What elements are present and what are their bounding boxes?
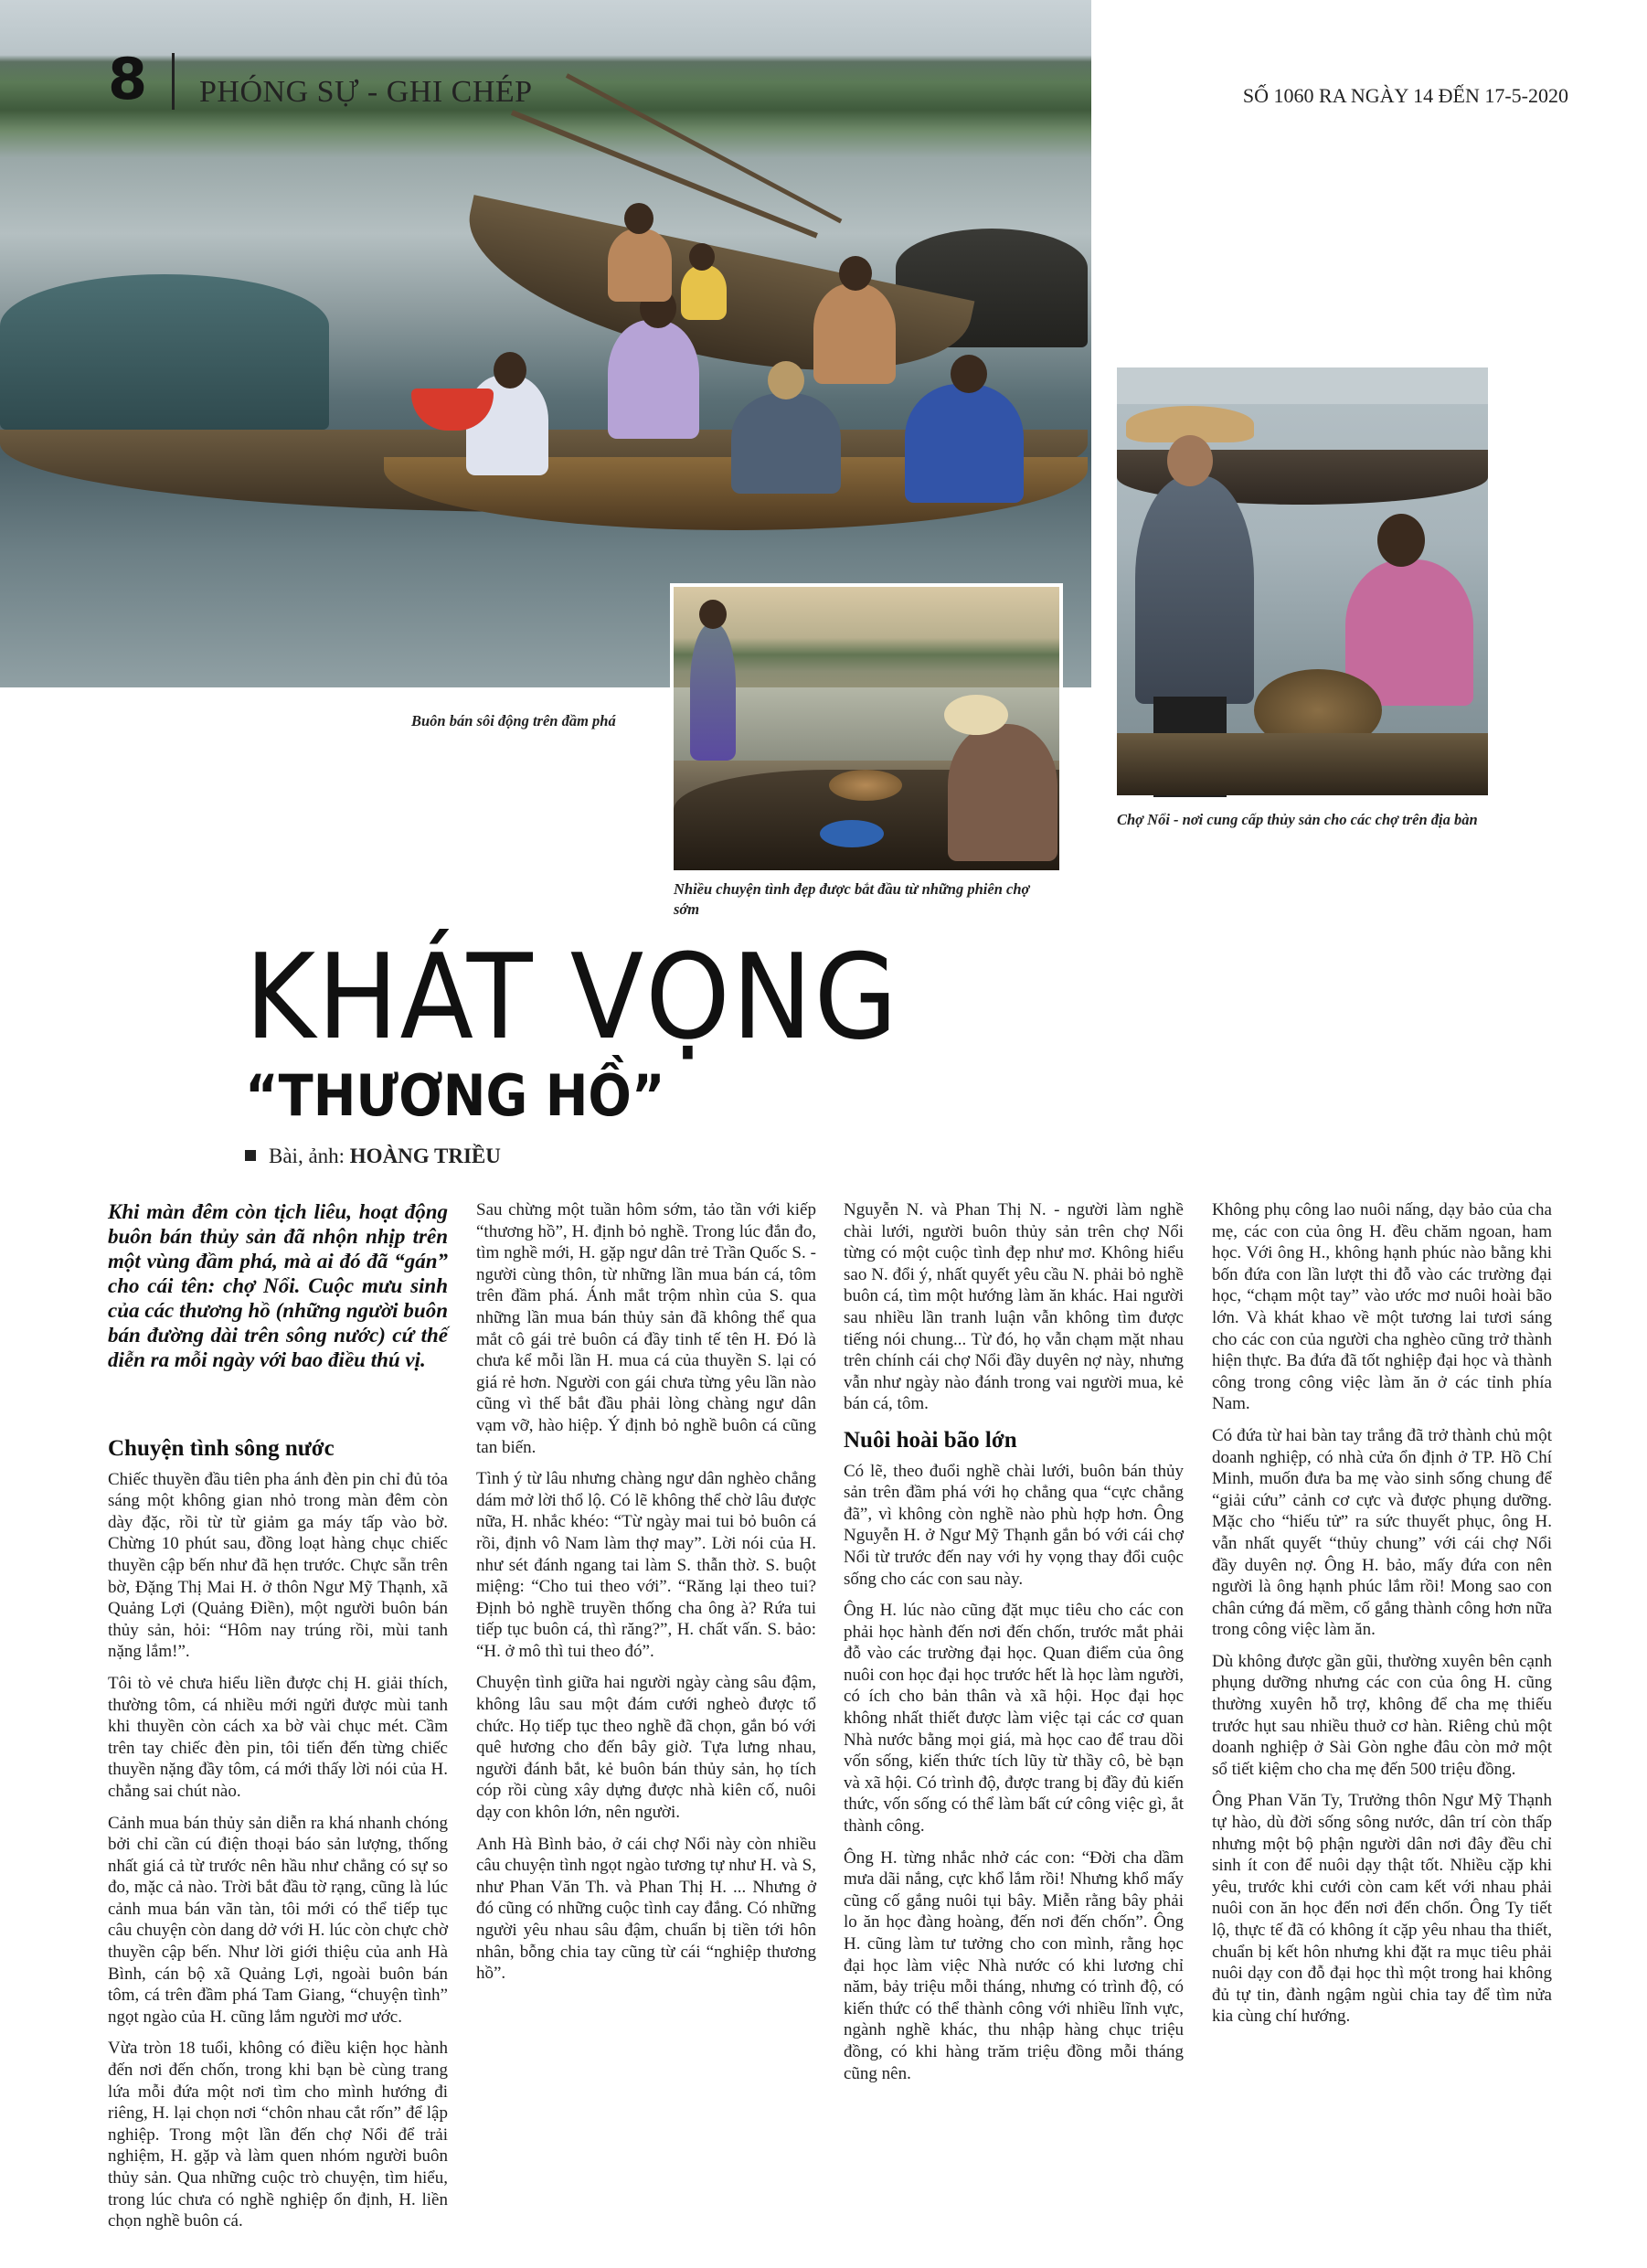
woman-with-hat [1135,475,1254,704]
paragraph: Ông H. lúc nào cũng đặt mục tiêu cho các con phải học hành đến nơi đến chốn, trước mắt phải đỗ vào các trường đại học. Quan điểm của ông nuôi con học đại học trước hết là học làm người, có ích cho bản thân và xã hội. Học đại học không nhất thiết được làm việc tại các cơ quan Nhà nước bằng mọi giá, mà học cao để trau dồi vốn sống, kiến thức tích lũy từ thầy cô, bè bạn và xã hội. Có trình độ, được trang bị đầy đủ kiến thức, vốn sống có thể làm bất cứ công việc gì, ắt thành công. [844,1601,1184,1837]
person-head [689,243,715,271]
paragraph: Cảnh mua bán thủy sản diễn ra khá nhanh chóng bởi chỉ cần cú điện thoại báo sản lượng, thống nhất giá cả từ trước nên hầu như chẳng có sự so đo, mặc cả nào. Trời bắt đầu tờ rạng, cũng là lúc cảnh mua bán vãn tàn, tôi mới có thể tiếp tục câu chuyện còn dang dở với H. lúc còn chực chờ thuyền cập bến. Như lời giới thiệu của anh Hà Bình, cán bộ xã Quảng Lợi, ngoài buôn bán tôm, cá trên đầm phá Tam Giang, “chuyện tình” ngọt ngào của H. cũng lắm người mơ ước. [108,1813,448,2027]
paragraph: Chuyện tình giữa hai người ngày càng sâu đậm, không lâu sau một đám cưới ngheò được tổ chức. Họ tiếp tục theo nghề đã chọn, gắn bó với quê hương cho đến bây giờ. Tựa lưng nhau, người đánh bắt, kẻ buôn bán thủy sản, họ tích cóp rồi cùng xây dựng được nhà kiên cố, nuôi dạy con khôn lớn, nên người. [476,1673,816,1823]
paragraph: Không phụ công lao nuôi nấng, dạy bảo của cha mẹ, các con của ông H. đều chăm ngoan, ham học. Với ông H., không hạnh phúc nào bằng khi bốn đứa con lần lượt thi đỗ vào các trường đại học, “chạm một tay” vào ước mơ nuôi hoài bão lớn. Và khát khao về một tương lai tươi sáng cho các con của người cha nghèo cũng trở thành hiện thực. Ba đứa đã tốt nghiệp đại học và thành công trong công việc làm ăn ở các tỉnh phía Nam. [1212,1200,1552,1414]
column-1 [108,1199,448,2231]
section-title: PHÓNG SỰ - GHI CHÉP [199,75,533,109]
person [905,384,1024,503]
middle-photo-early-market [670,583,1063,873]
byline-author: HOÀNG TRIỀU [349,1145,501,1167]
person [608,229,672,302]
boat-hut [0,274,329,430]
column-2 [476,1199,816,1984]
person-head [951,355,987,393]
column-3 [844,1199,1184,2083]
right-photo-market-women [1117,367,1488,795]
byline [245,1145,501,1168]
bullet-square [245,1150,256,1161]
paragraph: Ông H. từng nhắc nhở các con: “Đời cha dầm mưa dãi nắng, cực khổ lắm rồi! Nhưng khổ mấy cũng cố gắng nuôi tụi bây. Miễn rằng bây phải lo ăn học đàng hoàng, đến nơi đến chốn”. Ông H. cũng làm tư tưởng cho con mình, rằng học đại học làm việc Nhà nước có khi lương chỉ năm, bảy triệu mỗi tháng, nhưng có trình độ, có kiến thức có thể thành công với nhiều lĩnh vực, ngành nghề khác, thu nhập hàng chục triệu đồng, có khi hàng trăm triệu đồng mỗi tháng cũng nên. [844,1847,1184,2083]
person [608,320,699,439]
man-standing [690,623,736,761]
sky [1117,367,1488,404]
person-head [839,256,872,291]
paragraph: Tình ý từ lâu nhưng chàng ngư dân nghèo chẳng dám mở lời thổ lộ. Có lẽ không thể chờ lâu được nữa, H. nhắc khéo: “Từ ngày mai tui bỏ buôn cá rồi, định vô Nam làm thợ may”. Lời nói của H. như sét đánh ngang tai làm S. thẫn thờ. S. buột miệng: “Cho tui theo với”. “Răng lại theo tui? Định bỏ nghề truyền thống cha ông à? Rứa tui tiếp tục buôn cá, thì răng?”, H. chất vấn. S. bảo: “H. ở mô thì tui theo đó”. [476,1469,816,1661]
paragraph: Anh Hà Bình bảo, ở cái chợ Nổi này còn nhiều câu chuyện tình ngọt ngào tương tự như H. và S, như Phan Văn Th. và Phan Thị H. ... Nhưng ở đó cũng có những cuộc tình cay đắng. Có những người yêu nhau sâu đậm, chuẩn bị tiền tới hôn nhân, bỗng chia tay cũng từ cái “nghiệp thương hồ”. [476,1834,816,1984]
person-head [699,600,727,629]
person-head [1167,435,1213,486]
boat-hull [1117,733,1488,795]
byline-label: Bài, ảnh: [269,1145,345,1167]
person-head [768,361,804,399]
head-scarf [944,695,1008,735]
issue-date: SỐ 1060 RA NGÀY 14 ĐẾN 17-5-2020 [1242,84,1568,107]
paragraph: Ông Phan Văn Ty, Trưởng thôn Ngư Mỹ Thạnh tự hào, dù đời sống sông nước, dân trí còn thấp nhưng một bộ phận người dân nơi đây đều chỉ sinh ít con để nuôi dạy thật tốt. Nhiều cặp khi yêu, trước khi cưới còn cam kết với nhau phải nuôi con ăn học đến nơi đến chốn. Ông Ty tiết lộ, thực tế đã có không ít cặp yêu nhau tha thiết, chuẩn bị kết hôn nhưng khi đặt ra mục tiêu phải nuôi dạy con đỗ đại học thì một trong hai không đủ tự tin, đành ngậm ngùi chia tay để tìm nửa kia cùng chí hướng. [1212,1791,1552,2027]
header-divider [172,53,175,110]
caption-right-photo: Chợ Nổi - nơi cung cấp thủy sản cho các chợ trên địa bàn [1117,811,1478,828]
paragraph: Vừa tròn 18 tuổi, không có điều kiện học hành đến nơi đến chốn, trong khi bạn bè cùng trang lứa mỗi đứa một nơi tìm cho mình hướng đi riêng, H. lại chọn nơi “chôn nhau cắt rốn” để lập nghiệp. Trong một lần đến chợ Nổi để trải nghiệm, H. gặp và làm quen nhóm người buôn thủy sản. Qua những cuộc trò chuyện, tìm hiểu, trong lúc chưa có nghề nghiệp ổn định, H. liền chọn nghề buôn cá. [108,2039,448,2231]
page-number: 8 [108,46,148,112]
paragraph: Chiếc thuyền đầu tiên pha ánh đèn pin chỉ đủ tỏa sáng một không gian nhỏ trong màn đêm còn dày đặc, rồi từ từ giảm ga máy tấp vào bờ. Chừng 10 phút sau, đồng loạt hàng chục chiếc thuyền cập bến như đã hẹn trước. Chực sẵn trên bờ, Đặng Thị Mai H. ở thôn Ngư Mỹ Thạnh, xã Quảng Lợi (Quảng Điền), một người buôn bán thủy sản, hỏi: “Hôm nay trúng rồi, mùi tanh nặng lắm!”. [108,1469,448,1662]
paragraph: Nguyễn N. và Phan Thị N. - người làm nghề chài lưới, người buôn thủy sản trên chợ Nổi từng có một cuộc tình đẹp như mơ. Không hiểu sao N. đổi ý, nhất quyết yêu cầu N. phải bỏ nghề buôn cá, tìm một hướng làm ăn khác. Hai người sau nhiều lần tranh luận vẫn không tìm được tiếng nói chung... Từ đó, họ vẫn chạm mặt nhau trên chính cái chợ Nổi đầy duyên nợ này, nhưng vẫn như ngày nào đánh trong vai người mua, kẻ bán cá, tôm. [844,1200,1184,1414]
paragraph: Có đứa từ hai bàn tay trắng đã trở thành chủ một doanh nghiệp, có nhà cửa ổn định ở TP. Hồ Chí Minh, muốn đưa ba mẹ vào sinh sống chung để “giải cứu” cảnh cơ cực và được phụng dưỡng. Mặc cho “hiếu tử” ra sức thuyết phục, ông H. vẫn nhất quyết “thủy chung” với cái chợ Nổi đầy duyên nợ. Ông H. bảo, mấy đứa con nên người là ông hạnh phúc lắm rồi! Mong sao con chân cứng đá mềm, cố gắng thành công hơn nữa trong công việc làm ăn. [1212,1425,1552,1640]
article-title: KHÁT VỌNG [245,930,899,1066]
paragraph: Sau chừng một tuần hôm sớm, tảo tần với kiếp “thương hồ”, H. định bỏ nghề. Trong lúc đắn đo, tìm nghề mới, H. gặp ngư dân trẻ Trần Quốc S. - người cùng thôn, từ những lần mua bán cá, tôm trên đầm phá. Ánh mắt trộm nhìn của S. qua những lần mua bán thủy sản đã không thể qua mắt cô gái trẻ buôn cá đầy tinh tế tên H. Đó là chưa kể mỗi lần H. mua cá của thuyền S. lại có giá rẻ hơn. Người con gái chưa từng yêu lần nào cũng vì thế bắt đầu phải lòng chàng ngư dân vạm vỡ, hào hiệp. Ý định bỏ nghề buôn cá cũng tan biến. [476,1200,816,1457]
paragraph: Tôi tò vẻ chưa hiểu liền được chị H. giải thích, thường tôm, cá nhiều mới ngửi được mùi tanh khi thuyền còn cách xa bờ vài chục mét. Cầm trên tay chiếc đèn pin, tôi tiến đến từng chiếc thuyền nặng đầy tôm, cá mới thấy lời nói của H. chẳng sai chút nào. [108,1673,448,1801]
caption-main-photo: Buôn bán sôi động trên đầm phá [411,712,616,729]
column-4 [1212,1199,1552,2038]
spacer [108,1372,448,1438]
person-head [624,203,653,234]
basket [829,770,902,801]
person [681,265,727,320]
person-head [494,352,526,389]
caption-middle-photo: Nhiều chuyện tình đẹp được bắt đầu từ những phiên chợ sớm [674,880,1030,918]
subheading: Chuyện tình sông nước [108,1436,335,1461]
person-head [1377,514,1425,567]
lead-paragraph: Khi màn đêm còn tịch liêu, hoạt động buôn bán thủy sản đã nhộn nhịp trên một vùng đầm phá, mà ai đó đã “gán” cho cái tên: chợ Nổi. Cuộc mưu sinh của các thương hồ (những người buôn bán đường dài trên sông nước) cứ thế diễn ra mỗi ngày với bao điều thú vị. [108,1200,448,1371]
person [731,393,841,494]
seated-woman [948,724,1057,861]
paragraph: Có lẽ, theo đuổi nghề chài lưới, buôn bán thủy sản trên đầm phá với họ chẳng qua “cực chẳng đã”, vì không còn nghề nào phù hợp hơn. Ông Nguyễn H. ở Ngư Mỹ Thạnh gắn bó với cái chợ Nổi từ trước đến nay với hy vọng thay đổi cuộc sống cho các con sau này. [844,1461,1184,1589]
person [813,283,896,384]
blue-bowl [820,820,884,847]
subheading: Nuôi hoài bão lớn [844,1427,1017,1453]
paragraph: Dù không được gần gũi, thường xuyên bên cạnh phụng dưỡng nhưng các con của ông H. cũng thường xuyên hỗ trợ, không để cha mẹ thiếu trước hụt sau nhiều thuở cơ hàn. Riêng chủ một doanh nghiệp ở Sài Gòn nghe đâu còn mở một sổ tiết kiệm cho cha mẹ đến 500 triệu đồng. [1212,1651,1552,1779]
article-subtitle: “THƯƠNG HỒ” [245,1062,665,1129]
